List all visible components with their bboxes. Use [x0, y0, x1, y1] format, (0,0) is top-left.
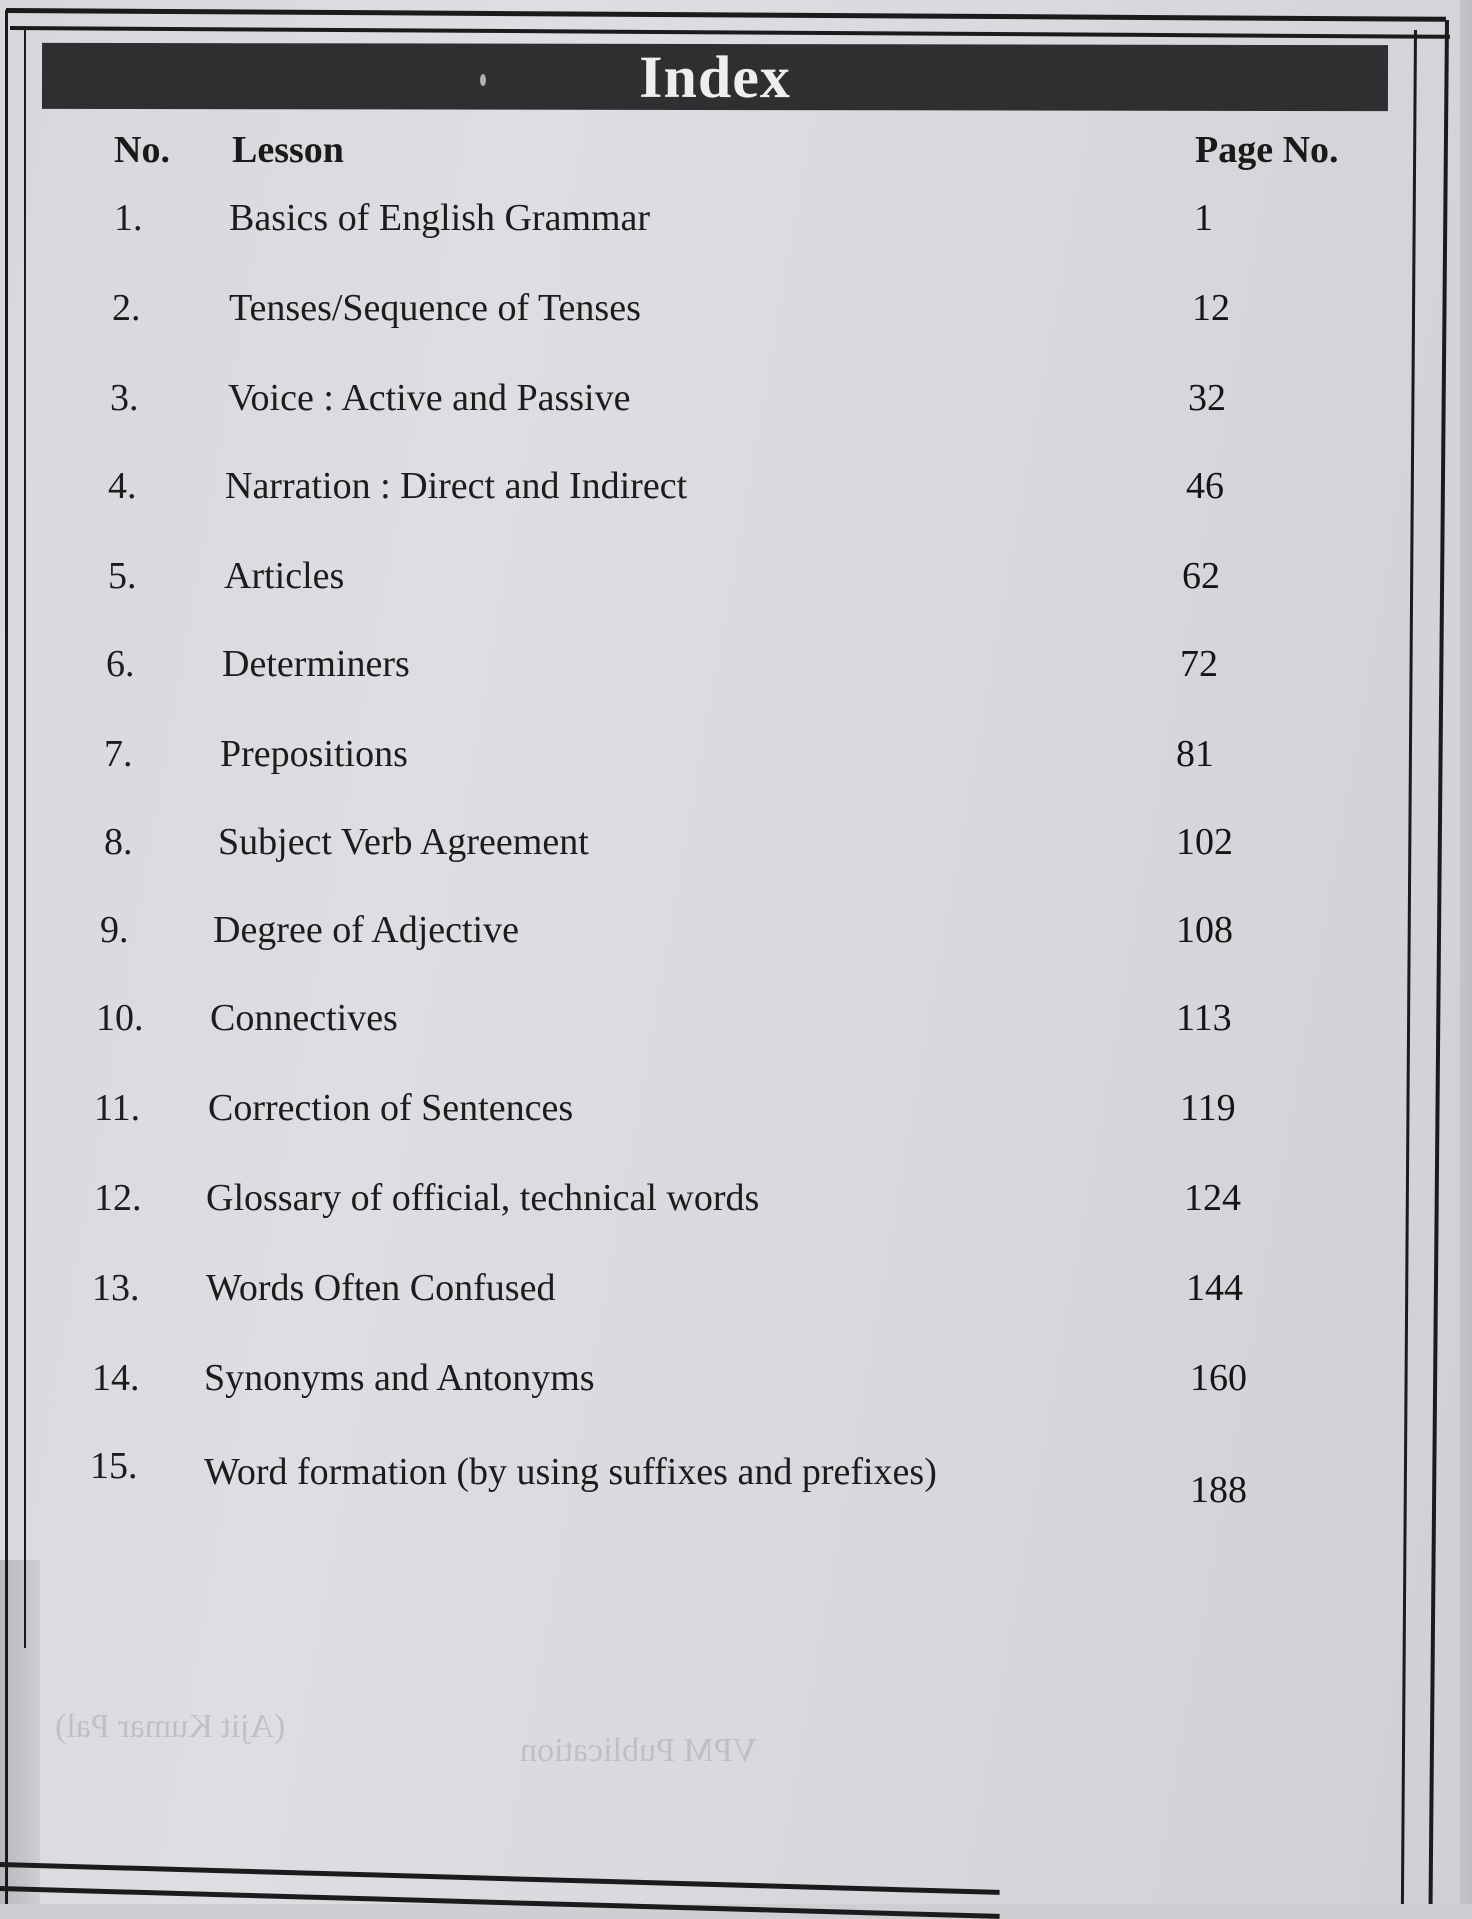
entry-page: 32	[1188, 377, 1226, 419]
page-edge	[1460, 0, 1472, 1904]
entry-number: 7.	[104, 733, 133, 775]
entry-lesson: Words Often Confused	[206, 1267, 556, 1309]
light-glare	[480, 74, 486, 86]
border-top-inner	[10, 26, 1450, 39]
header-page-no: Page No.	[1195, 129, 1339, 171]
entry-number: 2.	[112, 287, 141, 329]
entry-lesson: Narration : Direct and Indirect	[225, 465, 688, 507]
entry-page: 1	[1194, 197, 1213, 239]
entry-lesson: Glossary of official, technical words	[206, 1177, 760, 1219]
border-top-outer	[6, 8, 1446, 22]
entry-page: 46	[1186, 465, 1224, 507]
entry-lesson: Correction of Sentences	[208, 1087, 574, 1129]
entry-number: 4.	[108, 465, 137, 507]
entry-lesson: Subject Verb Agreement	[218, 821, 589, 863]
entry-page: 108	[1176, 909, 1233, 951]
entry-number: 11.	[94, 1087, 141, 1129]
entry-number: 8.	[104, 821, 133, 863]
entry-lesson: Articles	[224, 555, 345, 597]
border-left-inner	[24, 28, 26, 1648]
entry-number: 9.	[100, 909, 129, 951]
entry-number: 5.	[108, 555, 137, 597]
entry-lesson: Basics of English Grammar	[229, 197, 651, 239]
entry-number: 12.	[94, 1177, 142, 1219]
entry-number: 6.	[106, 643, 135, 685]
entry-lesson: Determiners	[222, 643, 410, 685]
entry-page: 81	[1176, 733, 1214, 775]
header-lesson: Lesson	[232, 129, 344, 171]
entry-page: 188	[1190, 1469, 1247, 1511]
entry-lesson: Synonyms and Antonyms	[204, 1357, 595, 1399]
bleed-through-signature: (Ajit Kumar Pal)	[55, 1708, 286, 1745]
title-banner	[42, 43, 1388, 111]
entry-page: 124	[1184, 1177, 1241, 1219]
entry-page: 102	[1176, 821, 1233, 863]
border-bottom-inner	[0, 1886, 1000, 1919]
bleed-through-publisher: VPM Publication	[520, 1732, 758, 1769]
entry-page: 12	[1192, 287, 1230, 329]
border-right-inner	[1401, 30, 1417, 1904]
entry-lesson: Tenses/Sequence of Tenses	[229, 287, 641, 329]
entry-lesson: Voice : Active and Passive	[228, 377, 631, 419]
entry-number: 3.	[110, 377, 139, 419]
page-title: Index	[639, 43, 791, 110]
entry-number: 10.	[96, 997, 144, 1039]
entry-page: 160	[1190, 1357, 1247, 1399]
entry-page: 144	[1186, 1267, 1243, 1309]
entry-lesson: Degree of Adjective	[213, 909, 519, 951]
border-left-outer	[5, 10, 8, 1904]
column-headers	[0, 128, 1472, 178]
entry-page: 113	[1176, 997, 1232, 1039]
entry-lesson: Word formation (by using suffixes and prefixes)	[204, 1451, 937, 1493]
header-number: No.	[114, 129, 170, 171]
entry-number: 13.	[92, 1267, 140, 1309]
entry-lesson: Connectives	[210, 997, 398, 1039]
entry-page: 62	[1182, 555, 1220, 597]
entry-number: 14.	[92, 1357, 140, 1399]
entry-number: 1.	[114, 197, 143, 239]
entry-number: 15.	[90, 1445, 138, 1487]
border-right-outer	[1429, 20, 1449, 1904]
entry-page: 119	[1180, 1087, 1236, 1129]
entry-lesson: Prepositions	[220, 733, 408, 775]
entry-page: 72	[1180, 643, 1218, 685]
